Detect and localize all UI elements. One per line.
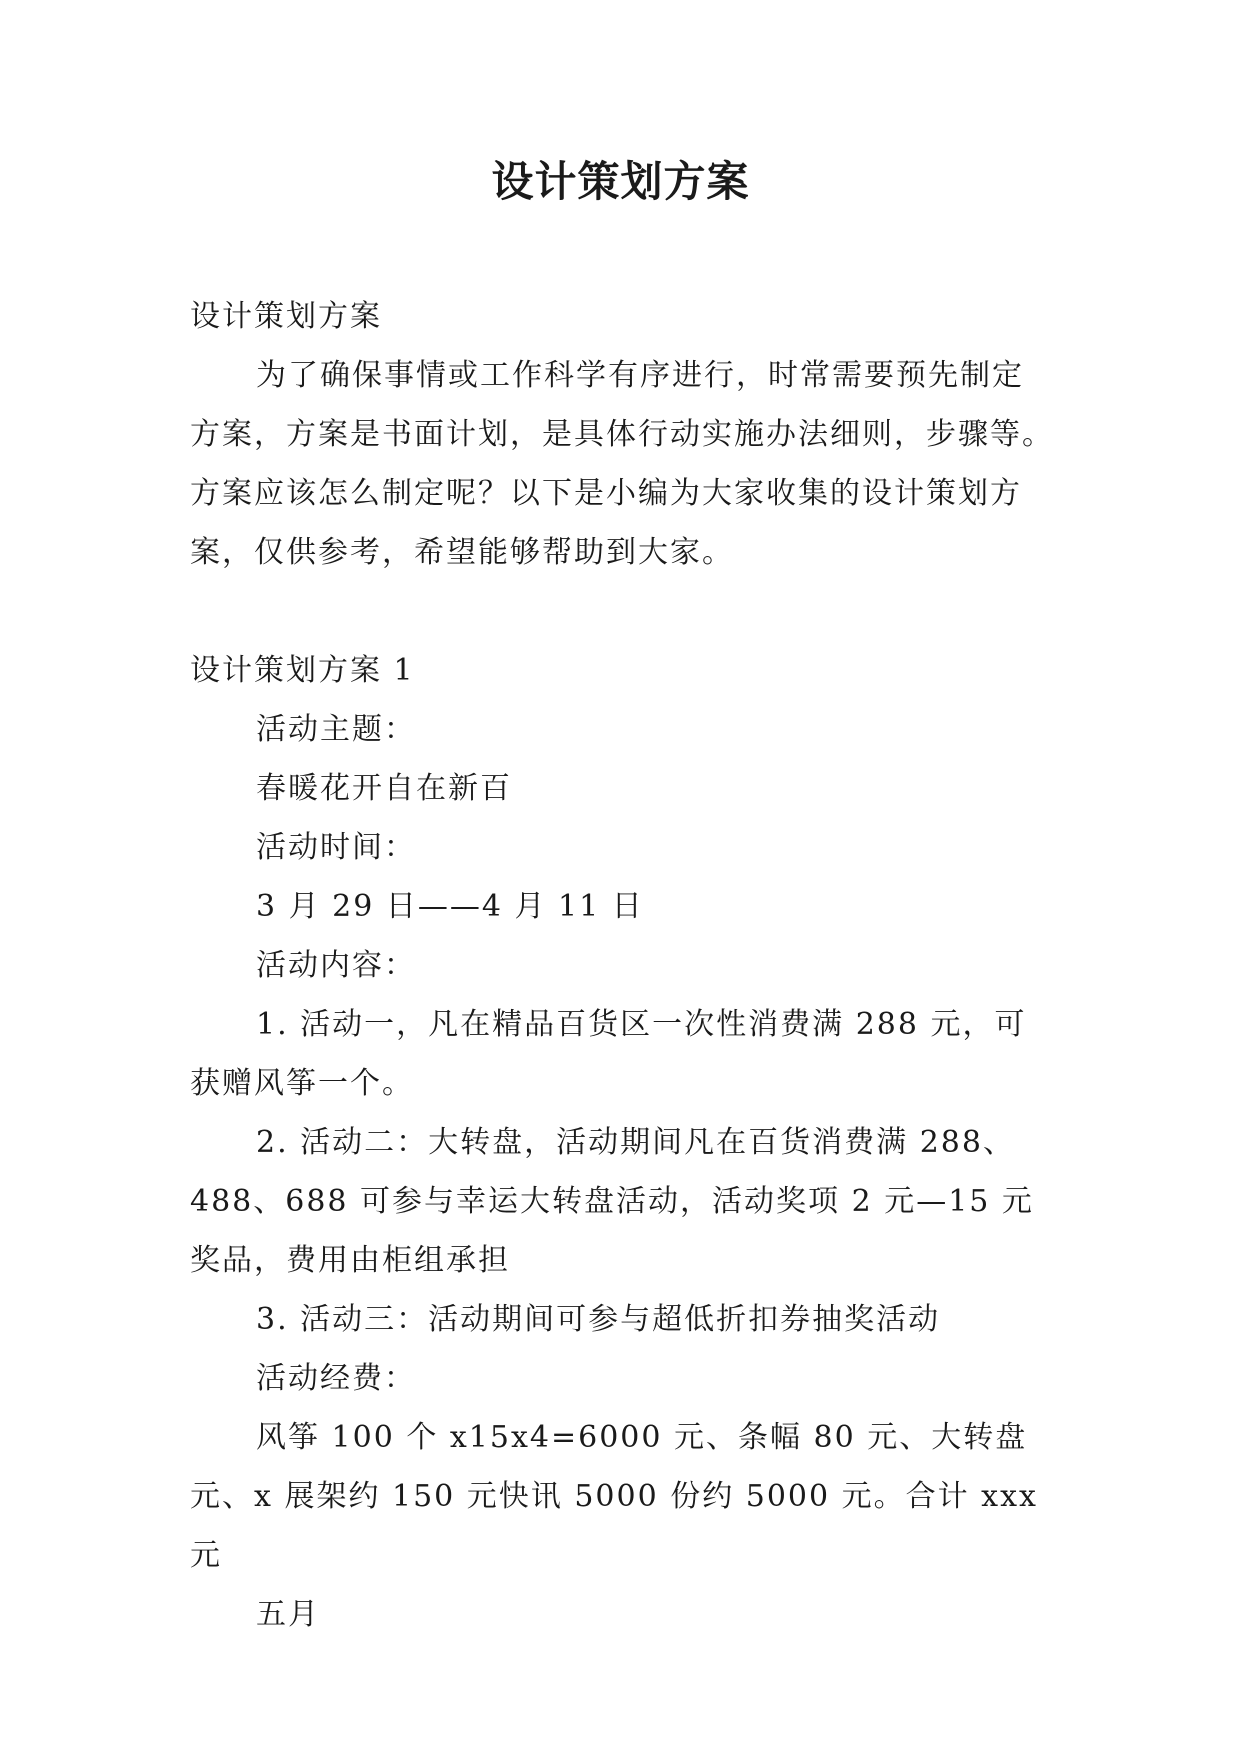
activity-item-3: 3. 活动三：活动期间可参与超低折扣券抽奖活动 [256, 1302, 941, 1337]
theme-label: 活动主题： [256, 712, 416, 747]
intro-paragraph: 为了确保事情或工作科学有序进行，时常需要预先制定方案，方案是书面计划，是具体行动实施办法细则，步骤等。方案应该怎么制定呢？以下是小编为大家收集的设计策划方案，仅供参考，希望能够帮助到大家。 [190, 358, 1054, 570]
budget-label: 活动经费： [256, 1361, 416, 1396]
subtitle: 设计策划方案 [190, 299, 382, 334]
activity-item-2: 2. 活动二：大转盘，活动期间凡在百货消费满 288、488、688 可参与幸运大转盘活动，活动奖项 2 元—15 元奖品，费用由柜组承担 [190, 1125, 1034, 1278]
document-body [190, 287, 1054, 1644]
time-label: 活动时间： [256, 830, 416, 865]
document-title: 设计策划方案 [491, 157, 750, 206]
activity-item-1: 1. 活动一，凡在精品百货区一次性消费满 288 元，可获赠风筝一个。 [190, 1007, 1027, 1101]
section-heading: 设计策划方案 1 [190, 653, 415, 688]
paragraph-spacer [190, 582, 1054, 641]
theme-value: 春暖花开自在新百 [256, 771, 512, 806]
budget-paragraph: 风筝 100 个 x15x4=6000 元、条幅 80 元、大转盘元、x 展架约 150 元快讯 5000 份约 5000 元。合计 xxx 元 [190, 1420, 1038, 1573]
time-value: 3 月 29 日——4 月 11 日 [256, 889, 644, 924]
last-line: 五月 [256, 1597, 320, 1632]
content-label: 活动内容： [256, 948, 416, 983]
